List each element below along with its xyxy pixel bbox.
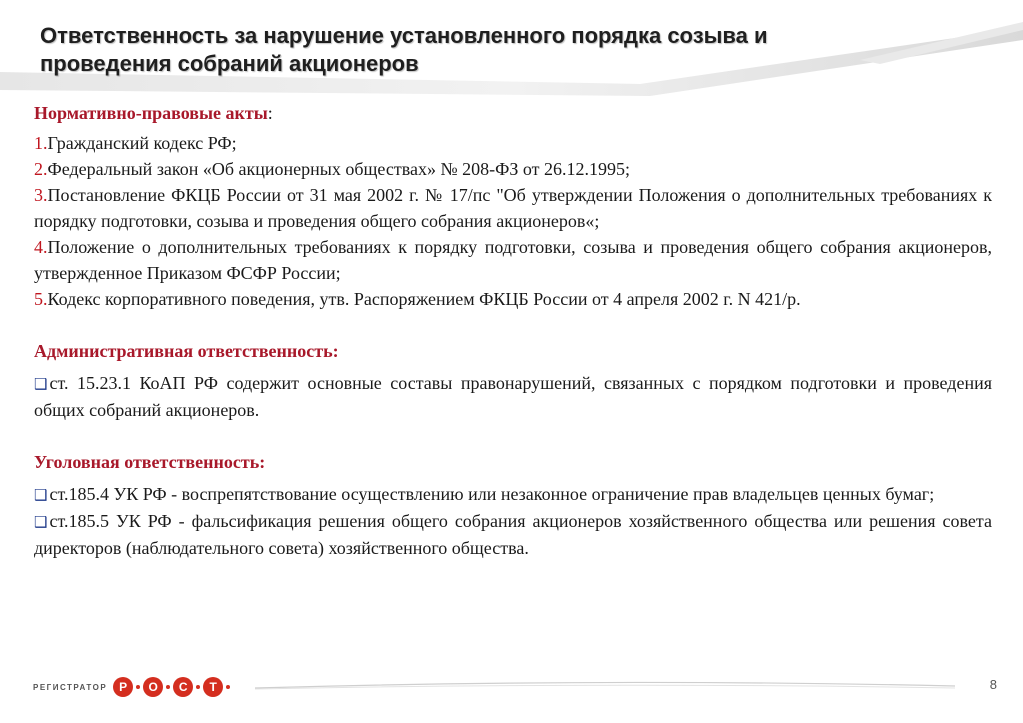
item-text: Постановление ФКЦБ России от 31 мая 2002 г. № 17/пс "Об утверждении Положения о дополнительных требованиях к порядку подготовки, созыва и проведения общего собрания акционеров«; bbox=[34, 185, 992, 231]
item-text: Федеральный закон «Об акционерных обществах» № 208-ФЗ от 26.12.1995; bbox=[47, 159, 630, 179]
acts-heading bbox=[34, 100, 992, 126]
item-text: Положение о дополнительных требованиях к порядку подготовки, созыва и проведения общего собрания акционеров, утвержденное Приказом ФСФР России; bbox=[34, 237, 992, 283]
item-number: 2. bbox=[34, 159, 48, 179]
item-text: ст.185.4 УК РФ - воспрепятствование осуществлению или незаконное ограничение прав владельцев ценных бумаг; bbox=[49, 484, 935, 504]
logo-dot bbox=[196, 685, 200, 689]
acts-heading-colon: : bbox=[267, 103, 273, 123]
item-text: ст.185.5 УК РФ - фальсификация решения общего собрания акционеров хозяйственного общества или решения совета директоров (наблюдательного совета) хозяйственного общества. bbox=[34, 511, 992, 558]
item-number: 5. bbox=[34, 289, 48, 309]
footer-divider bbox=[255, 680, 955, 692]
page-title: Ответственность за нарушение установленного порядка созыва и проведения собраний акционеров bbox=[40, 23, 768, 76]
acts-heading-text: Нормативно-правовые акты bbox=[34, 103, 268, 123]
logo-letters bbox=[113, 677, 233, 697]
criminal-list bbox=[34, 481, 992, 561]
logo-letter: О bbox=[143, 677, 163, 697]
spacer bbox=[34, 312, 992, 338]
list-item bbox=[34, 156, 992, 182]
page-number: 8 bbox=[989, 677, 997, 692]
list-item bbox=[34, 130, 992, 156]
list-item bbox=[34, 182, 992, 234]
list-item bbox=[34, 370, 992, 423]
item-number: 3. bbox=[34, 185, 48, 205]
registrar-logo bbox=[33, 676, 233, 698]
main-content bbox=[34, 96, 992, 561]
admin-list bbox=[34, 370, 992, 423]
logo-dot bbox=[226, 685, 230, 689]
spacer bbox=[34, 423, 992, 449]
item-number: 4. bbox=[34, 237, 48, 257]
checkbox-bullet-icon: ❑ bbox=[34, 486, 48, 504]
list-item bbox=[34, 234, 992, 286]
checkbox-bullet-icon: ❑ bbox=[34, 375, 48, 393]
item-text: ст. 15.23.1 КоАП РФ содержит основные составы правонарушений, связанных с порядком подготовки и проведения общих собраний акционеров. bbox=[34, 373, 992, 420]
admin-heading: Административная ответственность: bbox=[34, 341, 339, 361]
list-item bbox=[34, 481, 992, 508]
checkbox-bullet-icon: ❑ bbox=[34, 513, 48, 531]
registrar-label: РЕГИСТРАТОР bbox=[33, 682, 108, 692]
list-item bbox=[34, 286, 992, 312]
logo-dot bbox=[136, 685, 140, 689]
logo-letter: Т bbox=[203, 677, 223, 697]
criminal-heading: Уголовная ответственность: bbox=[34, 452, 266, 472]
logo-dot bbox=[166, 685, 170, 689]
item-text: Гражданский кодекс РФ; bbox=[47, 133, 237, 153]
list-item bbox=[34, 508, 992, 561]
logo-letter: Р bbox=[113, 677, 133, 697]
item-text: Кодекс корпоративного поведения, утв. Распоряжением ФКЦБ России от 4 апреля 2002 г. N 421/р. bbox=[47, 289, 801, 309]
item-number: 1. bbox=[34, 133, 48, 153]
acts-list bbox=[34, 130, 992, 312]
logo-letter: С bbox=[173, 677, 193, 697]
